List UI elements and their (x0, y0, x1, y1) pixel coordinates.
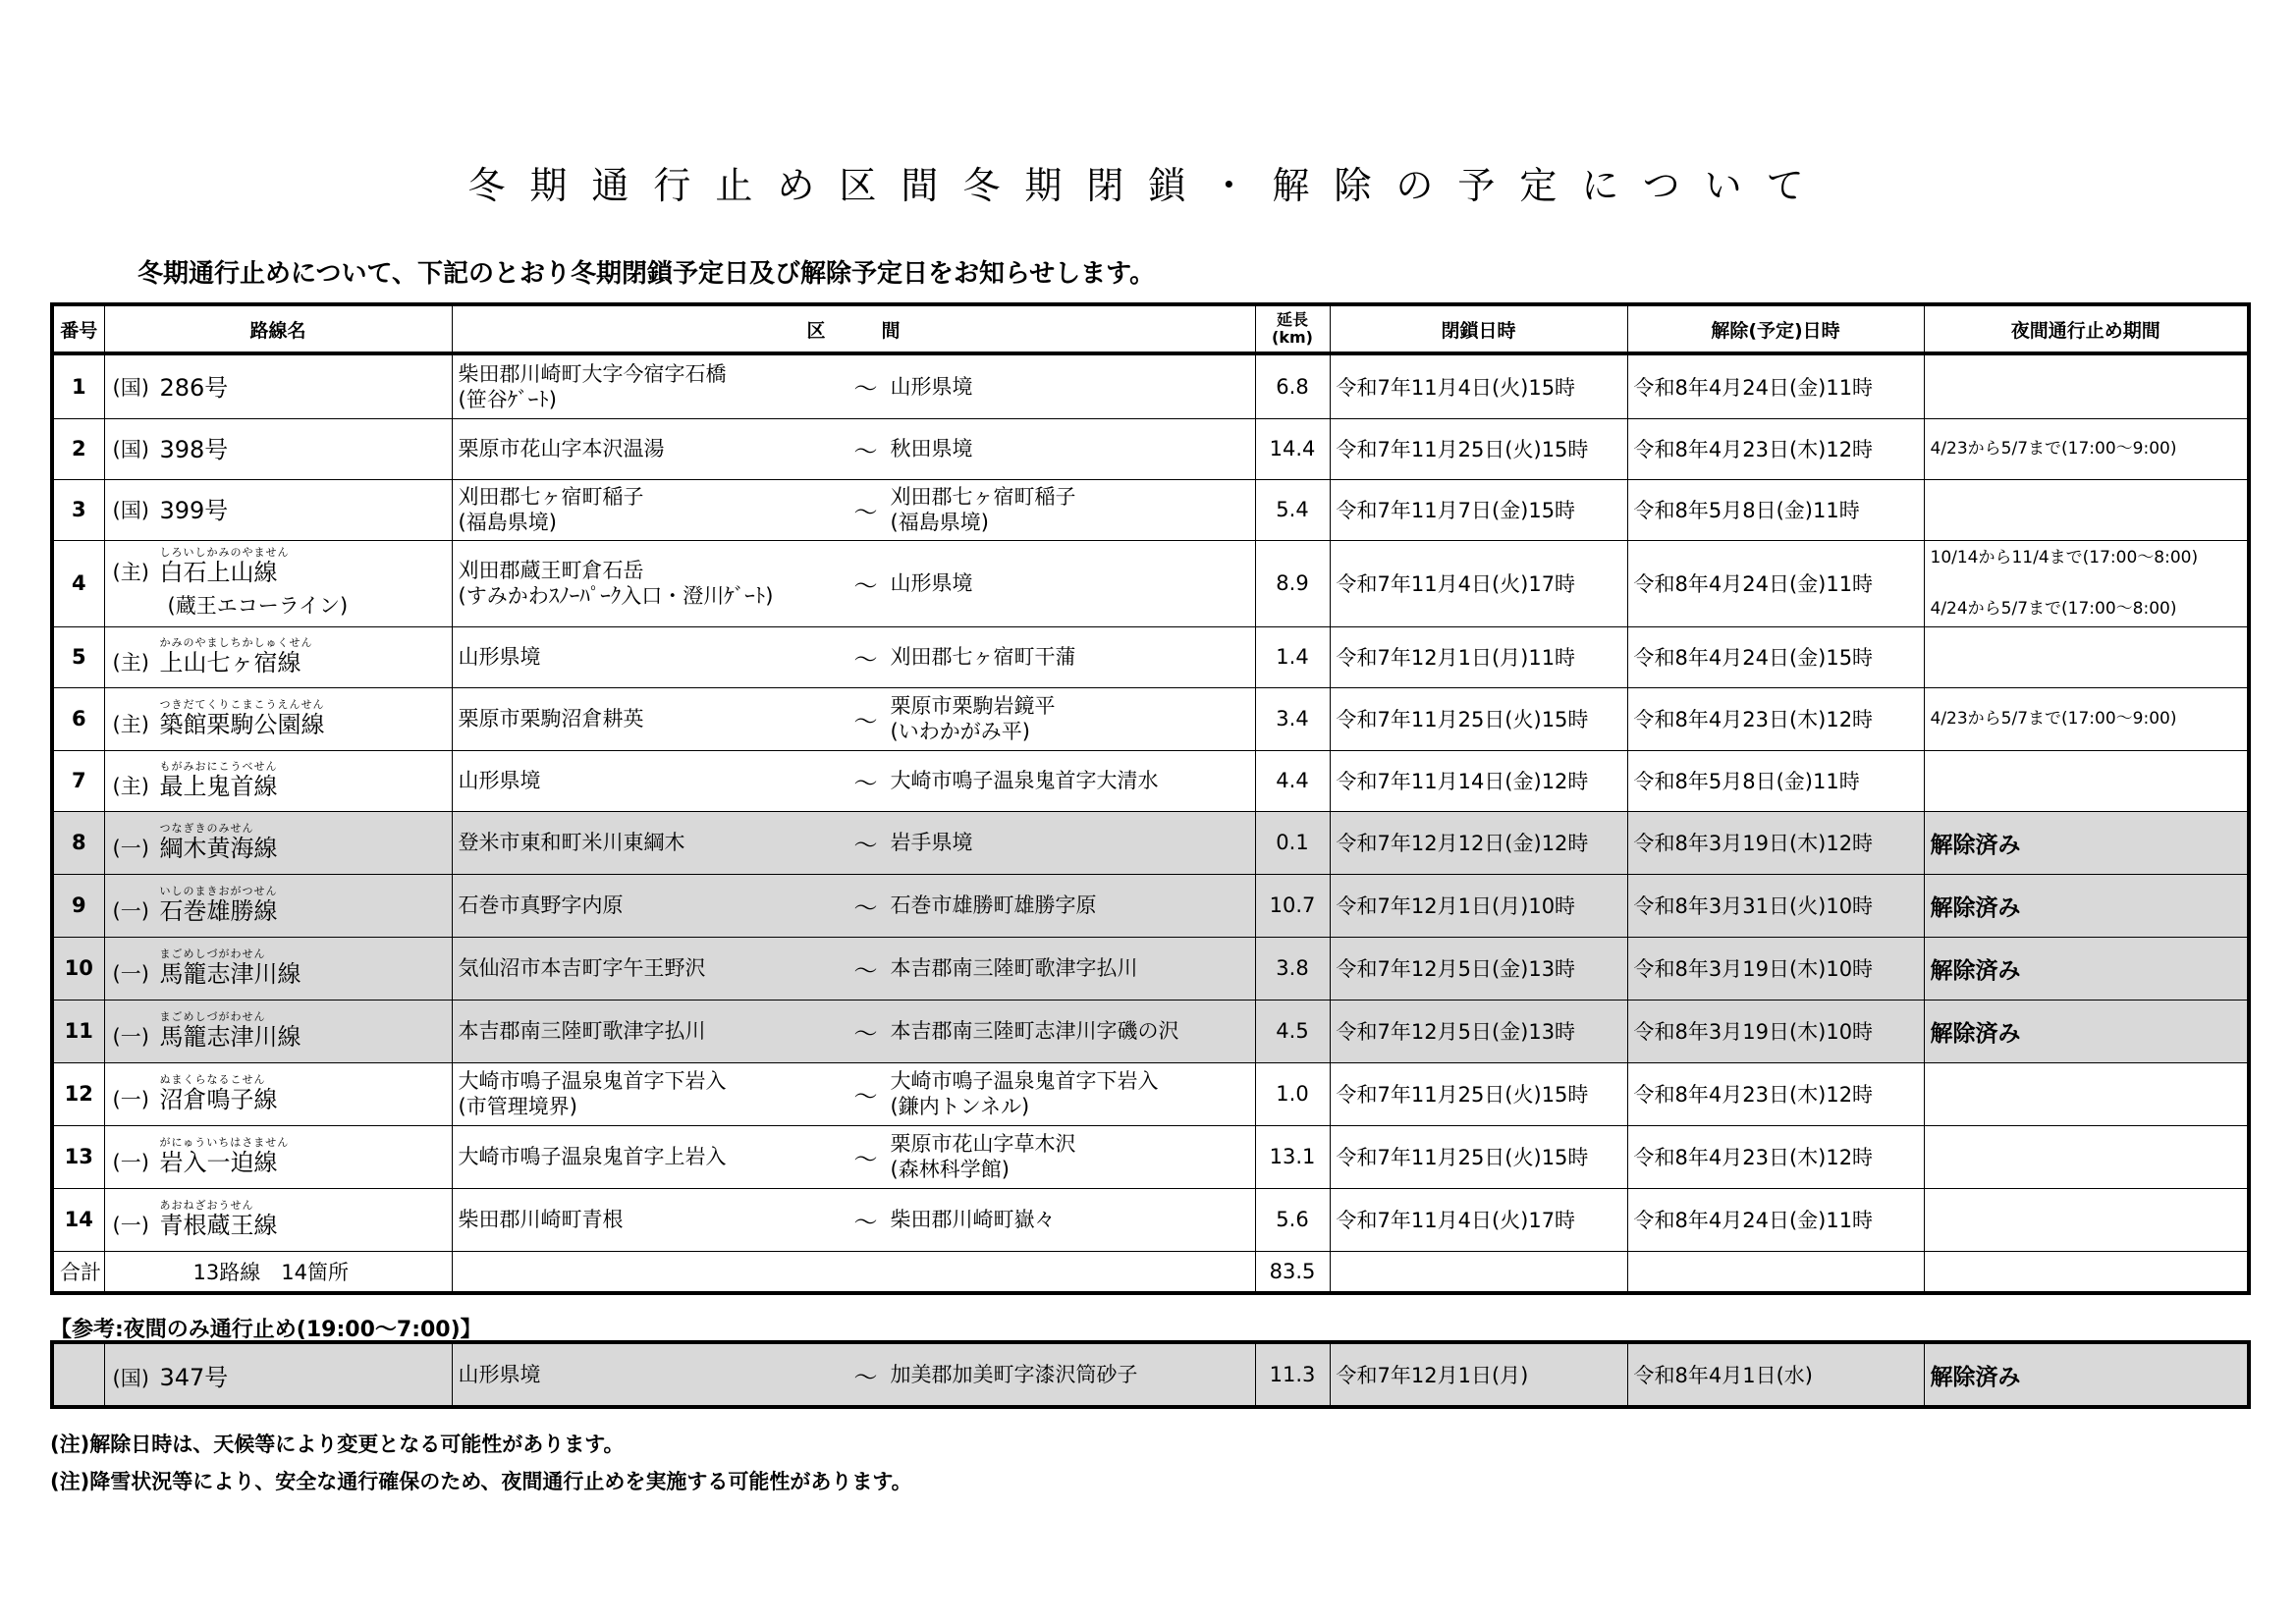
section-to-line: 大崎市鳴子温泉鬼首字下岩入 (890, 1069, 1159, 1093)
section-cell (452, 626, 1255, 687)
close-date: 令和7年12月5日(金)13時 (1330, 937, 1627, 1000)
close-date: 令和7年11月4日(火)15時 (1330, 353, 1627, 418)
section-cell (452, 353, 1255, 418)
route-ruby: もがみおにこうべせん (159, 760, 278, 773)
route-name-wrap (160, 823, 278, 862)
section-tilde: ～ (853, 375, 878, 404)
header-route: 路線名 (104, 304, 452, 353)
night-cell (1924, 687, 2249, 750)
section-to-line: 刈田郡七ヶ宿町稲子 (890, 485, 1076, 509)
open-date: 令和8年3月19日(木)12時 (1627, 811, 1924, 874)
night-cell (1924, 479, 2249, 540)
route-class: (主) (112, 561, 149, 584)
route-name: 沼倉鳴子線 (159, 1086, 278, 1113)
section-from (459, 361, 842, 412)
route-name: 286号 (159, 373, 229, 402)
reference-row (52, 1342, 2249, 1407)
close-date: 令和7年11月25日(火)15時 (1330, 418, 1627, 479)
table-row (52, 479, 2249, 540)
table-row (52, 1125, 2249, 1188)
section-cell (452, 811, 1255, 874)
route-name-wrap (160, 1011, 301, 1051)
night-period: 10/14から11/4まで(17:00～8:00) (1930, 548, 2199, 568)
route-cell (104, 1062, 452, 1125)
section-to-line: 大崎市鳴子温泉鬼首字大清水 (890, 769, 1159, 792)
section-from-line: 登米市東和町米川東綱木 (458, 831, 685, 854)
close-date: 令和7年12月12日(金)12時 (1330, 811, 1627, 874)
length-cell: 10.7 (1255, 874, 1330, 937)
section-to-line: 山形県境 (890, 571, 973, 595)
open-date: 令和8年5月8日(金)11時 (1627, 750, 1924, 811)
section-tilde: ～ (853, 831, 878, 859)
route-class: (一) (112, 1025, 149, 1049)
open-date: 令和8年4月24日(金)11時 (1627, 540, 1924, 626)
section-from (459, 768, 842, 793)
route-name: 綱木黄海線 (159, 835, 278, 862)
section-to-line: 岩手県境 (890, 831, 973, 854)
reference-status: 解除済み (1924, 1342, 2249, 1407)
section-to-line: 栗原市花山字草木沢 (890, 1132, 1076, 1156)
table-row (52, 1062, 2249, 1125)
row-number: 6 (52, 687, 104, 750)
route-ruby: いしのまきおがつせん (159, 885, 278, 897)
row-number: 4 (52, 540, 104, 626)
table-row (52, 1000, 2249, 1062)
section-from (459, 558, 842, 609)
route-name-wrap (160, 547, 290, 586)
reference-class: (国) (112, 1366, 149, 1390)
section-from-line: 大崎市鳴子温泉鬼首字下岩入 (458, 1069, 727, 1093)
route-class: (国) (112, 438, 149, 461)
reference-tilde: ～ (853, 1363, 878, 1391)
night-cell (1924, 811, 2249, 874)
night-cell (1924, 626, 2249, 687)
close-date: 令和7年11月7日(金)15時 (1330, 479, 1627, 540)
table-row (52, 937, 2249, 1000)
close-date: 令和7年11月4日(火)17時 (1330, 1188, 1627, 1251)
route-ruby: しろいしかみのやません (159, 546, 290, 559)
header-length-unit: (km) (1272, 328, 1313, 347)
close-date: 令和7年11月25日(火)15時 (1330, 1062, 1627, 1125)
reference-label: 【参考:夜間のみ通行止め(19:00～7:00)】 (50, 1318, 482, 1342)
section-to (891, 830, 973, 855)
route-name-wrap (160, 497, 229, 524)
section-to (891, 374, 973, 400)
section-from-line: 栗原市花山字本沢温湯 (458, 437, 665, 460)
route-cell (104, 418, 452, 479)
section-from-line: 刈田郡蔵王町倉石岳 (458, 559, 644, 582)
intro-text: 冬期通行止めについて、下記のとおり冬期閉鎖予定日及び解除予定日をお知らせします。 (137, 259, 1156, 289)
section-to-line: (鎌内トンネル) (890, 1095, 1030, 1118)
section-from-line: 山形県境 (458, 769, 541, 792)
route-ruby: つきだてくりこまこうえんせん (159, 698, 325, 711)
route-ruby: ぬまくらなるこせん (159, 1073, 266, 1086)
length-cell: 0.1 (1255, 811, 1330, 874)
route-class: (一) (112, 1214, 149, 1237)
section-to (891, 1207, 1056, 1232)
night-cell (1924, 1125, 2249, 1188)
section-from-line: 栗原市栗駒沼倉耕英 (458, 707, 644, 730)
length-cell: 14.4 (1255, 418, 1330, 479)
table-row (52, 750, 2249, 811)
route-cell (104, 626, 452, 687)
route-class: (一) (112, 962, 149, 986)
route-cell (104, 1125, 452, 1188)
route-name: 398号 (159, 436, 229, 463)
route-ruby: つなぎきのみせん (159, 822, 254, 835)
open-date: 令和8年3月31日(火)10時 (1627, 874, 1924, 937)
length-cell: 3.8 (1255, 937, 1330, 1000)
section-to-line: 本吉郡南三陸町志津川字磯の沢 (890, 1019, 1179, 1043)
close-date: 令和7年11月14日(金)12時 (1330, 750, 1627, 811)
section-from-line: (すみかわｽﾉｰﾊﾟｰｸ入口・澄川ｹﾞｰﾄ) (458, 584, 774, 608)
route-cell (104, 479, 452, 540)
section-to-line: (森林科学館) (890, 1158, 1010, 1181)
section-tilde: ～ (853, 1082, 878, 1110)
section-cell (452, 1000, 1255, 1062)
length-cell: 5.4 (1255, 479, 1330, 540)
length-cell: 4.5 (1255, 1000, 1330, 1062)
night-cell (1924, 353, 2249, 418)
open-date: 令和8年5月8日(金)11時 (1627, 479, 1924, 540)
open-date: 令和8年3月19日(木)10時 (1627, 1000, 1924, 1062)
section-tilde: ～ (853, 769, 878, 797)
open-date: 令和8年4月24日(金)11時 (1627, 353, 1924, 418)
section-from-line: 石巻市真野字内原 (458, 893, 624, 917)
header-close: 閉鎖日時 (1330, 304, 1627, 353)
section-cell (452, 1188, 1255, 1251)
total-length: 83.5 (1255, 1251, 1330, 1293)
route-cell (104, 874, 452, 937)
section-cell (452, 1062, 1255, 1125)
route-name: 青根蔵王線 (159, 1212, 278, 1239)
row-number: 5 (52, 626, 104, 687)
header-open: 解除(予定)日時 (1627, 304, 1924, 353)
route-class: (主) (112, 713, 149, 736)
open-date: 令和8年4月24日(金)15時 (1627, 626, 1924, 687)
length-cell: 1.0 (1255, 1062, 1330, 1125)
route-name-wrap (160, 1200, 278, 1239)
route-name: 399号 (159, 497, 229, 524)
section-tilde: ～ (853, 498, 878, 526)
section-to-line: (福島県境) (890, 511, 989, 534)
table-row (52, 811, 2249, 874)
route-ruby: あおねざおうせん (159, 1199, 254, 1212)
section-to (891, 644, 1076, 670)
section-from-line: (福島県境) (458, 511, 557, 534)
section-tilde: ～ (853, 645, 878, 674)
section-from-line: 山形県境 (458, 645, 541, 669)
section-to-line: 石巻市雄勝町雄勝字原 (890, 893, 1097, 917)
section-from (459, 955, 842, 981)
section-from-line: 柴田郡川崎町青根 (458, 1208, 624, 1231)
header-night: 夜間通行止め期間 (1924, 304, 2249, 353)
note-2: (注)降雪状況等により、安全な通行確保のため、夜間通行止めを実施する可能性があります。 (50, 1470, 912, 1493)
total-row (52, 1251, 2249, 1293)
table-header (52, 304, 2249, 353)
route-name: 石巻雄勝線 (159, 897, 278, 925)
section-cell (452, 479, 1255, 540)
section-to-line: 栗原市栗駒岩鏡平 (890, 694, 1056, 718)
night-cell (1924, 1062, 2249, 1125)
section-from (459, 893, 842, 918)
row-number: 11 (52, 1000, 104, 1062)
row-number: 1 (52, 353, 104, 418)
total-label: 合計 (52, 1251, 104, 1293)
night-cell (1924, 418, 2249, 479)
section-to (891, 768, 1159, 793)
total-blank-1 (1330, 1251, 1627, 1293)
section-from-line: 大崎市鳴子温泉鬼首字上岩入 (458, 1145, 727, 1168)
length-cell: 6.8 (1255, 353, 1330, 418)
close-date: 令和7年12月1日(月)10時 (1330, 874, 1627, 937)
row-number: 12 (52, 1062, 104, 1125)
route-class: (主) (112, 651, 149, 675)
route-name-wrap (160, 948, 301, 988)
row-number: 7 (52, 750, 104, 811)
length-cell: 8.9 (1255, 540, 1330, 626)
reference-section (452, 1342, 1255, 1407)
section-tilde: ～ (853, 956, 878, 985)
reference-name: 347号 (159, 1363, 229, 1391)
section-to (891, 570, 973, 596)
route-name: 上山七ヶ宿線 (159, 649, 301, 676)
table-row (52, 626, 2249, 687)
route-name-wrap (160, 761, 278, 800)
table-row (52, 353, 2249, 418)
table-row (52, 874, 2249, 937)
row-number: 8 (52, 811, 104, 874)
close-date: 令和7年12月1日(月)11時 (1330, 626, 1627, 687)
close-date: 令和7年11月25日(火)15時 (1330, 1125, 1627, 1188)
route-name-wrap (160, 637, 313, 676)
total-routes: 13路線 14箇所 (104, 1251, 452, 1293)
route-cell (104, 811, 452, 874)
route-subname: (蔵王エコーライン) (167, 594, 349, 618)
total-section-blank (452, 1251, 1255, 1293)
route-name: 馬籠志津川線 (159, 960, 301, 988)
night-cell (1924, 540, 2249, 626)
status-done: 解除済み (1930, 832, 2021, 858)
header-length (1255, 304, 1330, 353)
open-date: 令和8年4月23日(木)12時 (1627, 1062, 1924, 1125)
section-cell (452, 937, 1255, 1000)
row-number: 10 (52, 937, 104, 1000)
closure-table (50, 302, 2251, 1295)
header-no: 番号 (52, 304, 104, 353)
section-cell (452, 750, 1255, 811)
route-name-wrap (160, 1074, 278, 1113)
section-to (891, 436, 973, 461)
section-from (459, 1018, 842, 1044)
reference-route (104, 1342, 452, 1407)
open-date: 令和8年4月23日(木)12時 (1627, 687, 1924, 750)
night-cell (1924, 1188, 2249, 1251)
section-to-line: 山形県境 (890, 374, 973, 399)
section-tilde: ～ (853, 437, 878, 465)
section-from-line: 刈田郡七ヶ宿町稲子 (458, 485, 644, 509)
row-number: 14 (52, 1188, 104, 1251)
total-blank-3 (1924, 1251, 2249, 1293)
open-date: 令和8年3月19日(木)10時 (1627, 937, 1924, 1000)
table-row (52, 687, 2249, 750)
table-row (52, 540, 2249, 626)
open-date: 令和8年4月23日(木)12時 (1627, 418, 1924, 479)
reference-to: 加美郡加美町字漆沢筒砂子 (890, 1363, 1138, 1386)
length-cell: 1.4 (1255, 626, 1330, 687)
night-period: 4/23から5/7まで(17:00～9:00) (1930, 709, 2177, 729)
route-name-wrap (160, 436, 229, 463)
route-cell (104, 540, 452, 626)
reference-no (52, 1342, 104, 1407)
route-class: (国) (112, 375, 149, 400)
row-number: 3 (52, 479, 104, 540)
section-to (891, 955, 1138, 981)
night-cell (1924, 874, 2249, 937)
night-cell (1924, 750, 2249, 811)
section-tilde: ～ (853, 1208, 878, 1236)
night-period: 4/23から5/7まで(17:00～9:00) (1930, 439, 2177, 459)
section-from-line: 本吉郡南三陸町歌津字払川 (458, 1019, 706, 1043)
status-done: 解除済み (1930, 1020, 2021, 1047)
route-cell (104, 687, 452, 750)
route-name-wrap (160, 1137, 290, 1176)
length-cell: 13.1 (1255, 1125, 1330, 1188)
route-ruby: がにゅういちはさません (159, 1136, 290, 1149)
section-tilde: ～ (853, 893, 878, 922)
length-cell: 5.6 (1255, 1188, 1330, 1251)
section-cell (452, 687, 1255, 750)
section-to-line: 本吉郡南三陸町歌津字払川 (890, 956, 1138, 980)
route-class: (一) (112, 837, 149, 860)
section-tilde: ～ (853, 1019, 878, 1048)
row-number: 2 (52, 418, 104, 479)
section-to (891, 484, 1076, 535)
status-done: 解除済み (1930, 957, 2021, 984)
header-length-label: 延長 (1276, 310, 1308, 329)
section-to (891, 1131, 1076, 1182)
section-to-line: 柴田郡川崎町嶽々 (890, 1208, 1056, 1231)
route-cell (104, 937, 452, 1000)
section-cell (452, 418, 1255, 479)
route-name: 岩入一迫線 (159, 1149, 278, 1176)
length-cell: 4.4 (1255, 750, 1330, 811)
section-from (459, 1068, 842, 1119)
route-ruby: まごめしづがわせん (159, 947, 266, 960)
section-from-line: 気仙沼市本吉町字午王野沢 (458, 956, 706, 980)
route-name-wrap (160, 886, 278, 925)
route-name: 築館栗駒公園線 (159, 711, 325, 738)
open-date: 令和8年4月24日(金)11時 (1627, 1188, 1924, 1251)
close-date: 令和7年12月5日(金)13時 (1330, 1000, 1627, 1062)
section-to (891, 1018, 1179, 1044)
reference-close: 令和7年12月1日(月) (1330, 1342, 1627, 1407)
section-tilde: ～ (853, 1145, 878, 1173)
route-name: 馬籠志津川線 (159, 1023, 301, 1051)
open-date: 令和8年4月23日(木)12時 (1627, 1125, 1924, 1188)
section-from-line: 柴田郡川崎町大字今宿字石橋 (458, 361, 727, 386)
row-number: 13 (52, 1125, 104, 1188)
route-name: 白石上山線 (159, 559, 278, 586)
close-date: 令和7年11月25日(火)15時 (1330, 687, 1627, 750)
night-cell (1924, 937, 2249, 1000)
route-ruby: まごめしづがわせん (159, 1010, 266, 1023)
section-from-line: (笹谷ｹﾞｰﾄ) (458, 387, 557, 411)
table-row (52, 418, 2249, 479)
total-blank-2 (1627, 1251, 1924, 1293)
status-done: 解除済み (1930, 894, 2021, 921)
section-to-line: 刈田郡七ヶ宿町干蒲 (890, 645, 1076, 669)
section-to-line: 秋田県境 (890, 437, 973, 460)
route-class: (主) (112, 775, 149, 798)
reference-table (50, 1340, 2251, 1409)
section-from (459, 830, 842, 855)
route-class: (一) (112, 1088, 149, 1111)
section-from (459, 1207, 842, 1232)
night-cell (1924, 1000, 2249, 1062)
route-cell (104, 750, 452, 811)
section-to (891, 893, 1097, 918)
route-cell (104, 1000, 452, 1062)
section-tilde: ～ (853, 571, 878, 600)
section-cell (452, 540, 1255, 626)
table-row (52, 1188, 2249, 1251)
section-cell (452, 1125, 1255, 1188)
section-cell (452, 874, 1255, 937)
reference-length: 11.3 (1255, 1342, 1330, 1407)
section-from (459, 706, 842, 731)
route-ruby: かみのやましちかしゅくせん (159, 636, 313, 649)
header-section: 区 間 (452, 304, 1255, 353)
section-from (459, 436, 842, 461)
length-cell: 3.4 (1255, 687, 1330, 750)
section-from (459, 484, 842, 535)
route-class: (一) (112, 1151, 149, 1174)
section-tilde: ～ (853, 707, 878, 735)
reference-open: 令和8年4月1日(水) (1627, 1342, 1924, 1407)
section-from-line: (市管理境界) (458, 1095, 577, 1118)
note-1: (注)解除日時は、天候等により変更となる可能性があります。 (50, 1433, 625, 1456)
route-class: (国) (112, 499, 149, 522)
page-title: 冬期通行止め区間冬期閉鎖・解除の予定について (467, 164, 1829, 207)
reference-from: 山形県境 (458, 1363, 541, 1386)
section-to (891, 693, 1056, 744)
route-name-wrap (160, 374, 229, 402)
row-number: 9 (52, 874, 104, 937)
route-name: 最上鬼首線 (159, 773, 278, 800)
section-to-line: (いわかがみ平) (890, 720, 1030, 743)
route-name-wrap (160, 699, 325, 738)
close-date: 令和7年11月4日(火)17時 (1330, 540, 1627, 626)
route-cell (104, 1188, 452, 1251)
section-to (891, 1068, 1159, 1119)
night-period: 4/24から5/7まで(17:00～8:00) (1930, 599, 2177, 619)
section-from (459, 644, 842, 670)
section-from (459, 1144, 842, 1169)
route-cell (104, 353, 452, 418)
route-class: (一) (112, 899, 149, 923)
